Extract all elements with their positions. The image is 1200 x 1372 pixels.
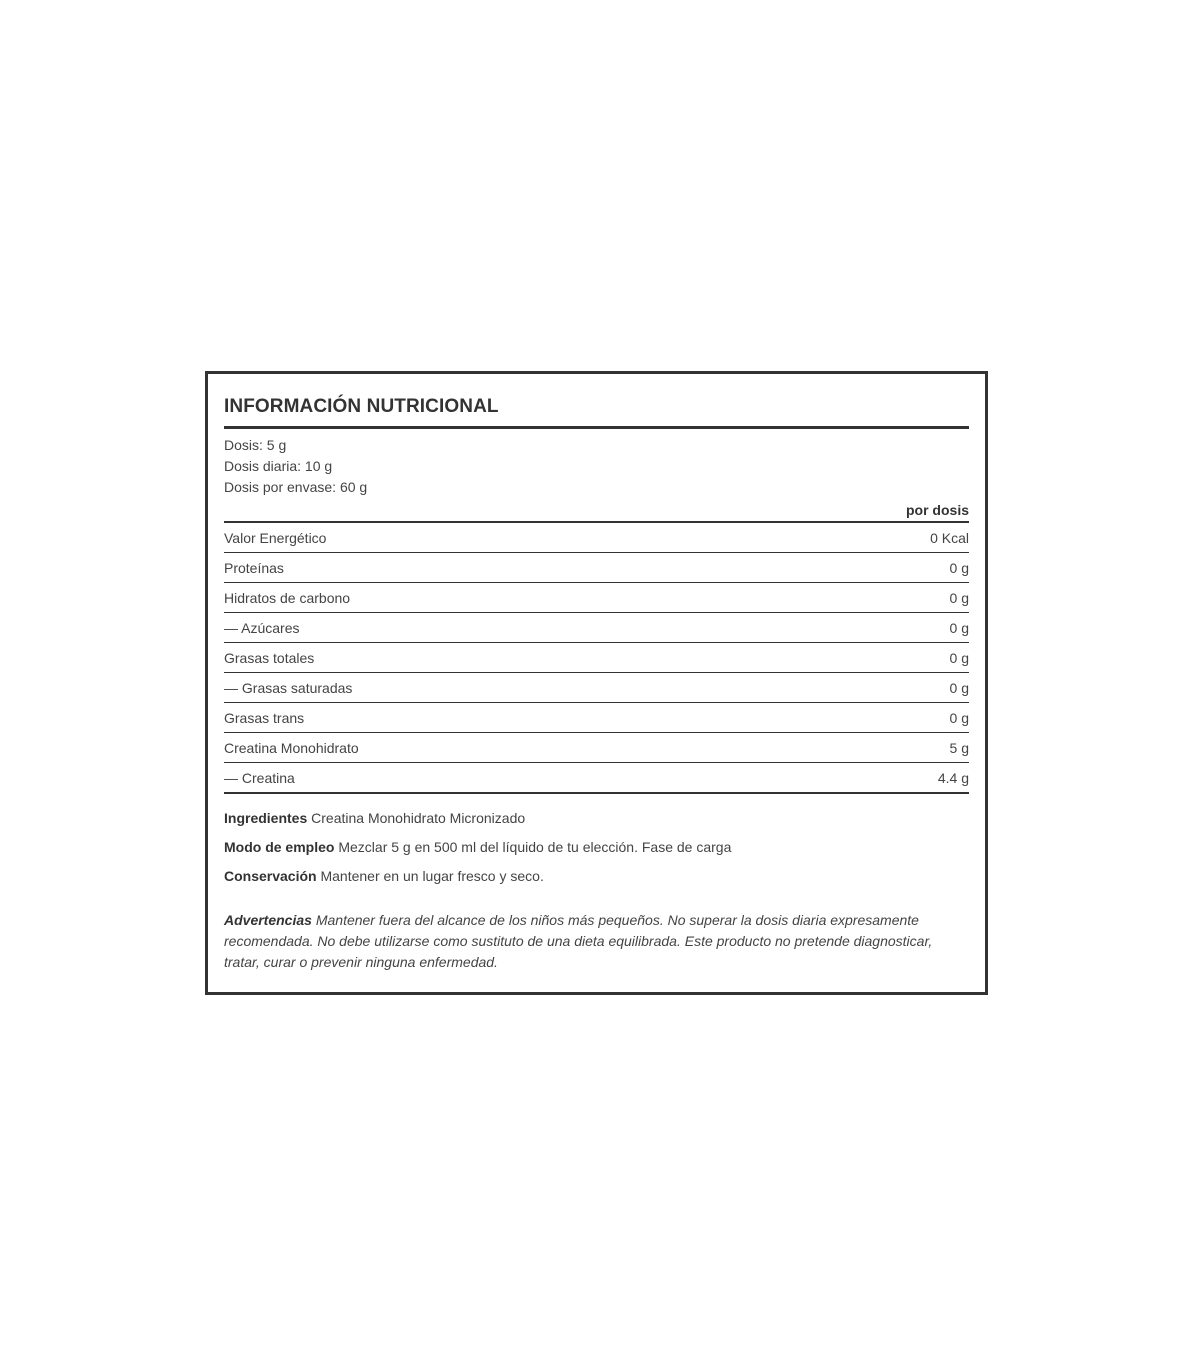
nutrient-value: 0 g — [949, 559, 969, 576]
warnings-label: Advertencias — [224, 912, 312, 928]
serving-doses-per-container: Dosis por envase: 60 g — [224, 479, 368, 495]
ingredients-line — [224, 810, 525, 826]
table-row — [224, 733, 969, 763]
nutrient-value: 0 g — [949, 649, 969, 666]
per-dose-column-header: por dosis — [905, 502, 969, 518]
nutrient-value: 0 g — [949, 589, 969, 606]
nutrient-name: Creatina Monohidrato — [224, 739, 359, 756]
nutrient-table — [224, 523, 969, 794]
nutrient-value: 5 g — [949, 739, 969, 756]
nutrient-name: Valor Energético — [224, 529, 327, 546]
nutrient-value: 0 g — [949, 679, 969, 696]
warnings-text: Mantener fuera del alcance de los niños más pequeños. No superar la dosis diaria expresamente recomendada. No debe utilizarse como sustituto de una dieta equilibrada. Este producto no pretende diagnosticar, tratar, curar o prevenir ninguna enfermedad. — [224, 912, 933, 970]
title-divider — [224, 426, 969, 429]
nutrient-name: Proteínas — [224, 559, 284, 576]
usage-line — [224, 839, 731, 855]
storage-label: Conservación — [224, 868, 317, 884]
nutrient-name: Hidratos de carbono — [224, 589, 351, 606]
nutrient-value: 0 g — [949, 709, 969, 726]
warnings-paragraph — [224, 910, 959, 973]
table-row — [224, 673, 969, 703]
nutrition-facts-panel — [205, 371, 988, 995]
serving-dose: Dosis: 5 g — [224, 437, 287, 453]
nutrition-title: INFORMACIÓN NUTRICIONAL — [224, 396, 499, 417]
storage-line — [224, 868, 544, 884]
table-row — [224, 523, 969, 553]
table-row — [224, 583, 969, 613]
nutrient-name: — Grasas saturadas — [224, 679, 353, 696]
table-row — [224, 553, 969, 583]
nutrient-name: Grasas trans — [224, 709, 305, 726]
nutrient-value: 4.4 g — [937, 769, 969, 786]
table-row — [224, 703, 969, 733]
ingredients-label: Ingredientes — [224, 810, 308, 826]
table-row — [224, 643, 969, 673]
usage-text: Mezclar 5 g en 500 ml del líquido de tu elección. Fase de carga — [338, 839, 732, 855]
storage-text: Mantener en un lugar fresco y seco. — [320, 868, 544, 884]
usage-label: Modo de empleo — [224, 839, 335, 855]
nutrient-value: 0 g — [949, 619, 969, 636]
table-row — [224, 613, 969, 643]
serving-daily-dose: Dosis diaria: 10 g — [224, 458, 333, 474]
ingredients-text: Creatina Monohidrato Micronizado — [311, 810, 526, 826]
nutrient-value: 0 Kcal — [930, 529, 969, 546]
nutrient-name: — Azúcares — [224, 619, 300, 636]
table-row — [224, 763, 969, 794]
nutrient-name: — Creatina — [224, 769, 295, 786]
nutrient-name: Grasas totales — [224, 649, 315, 666]
